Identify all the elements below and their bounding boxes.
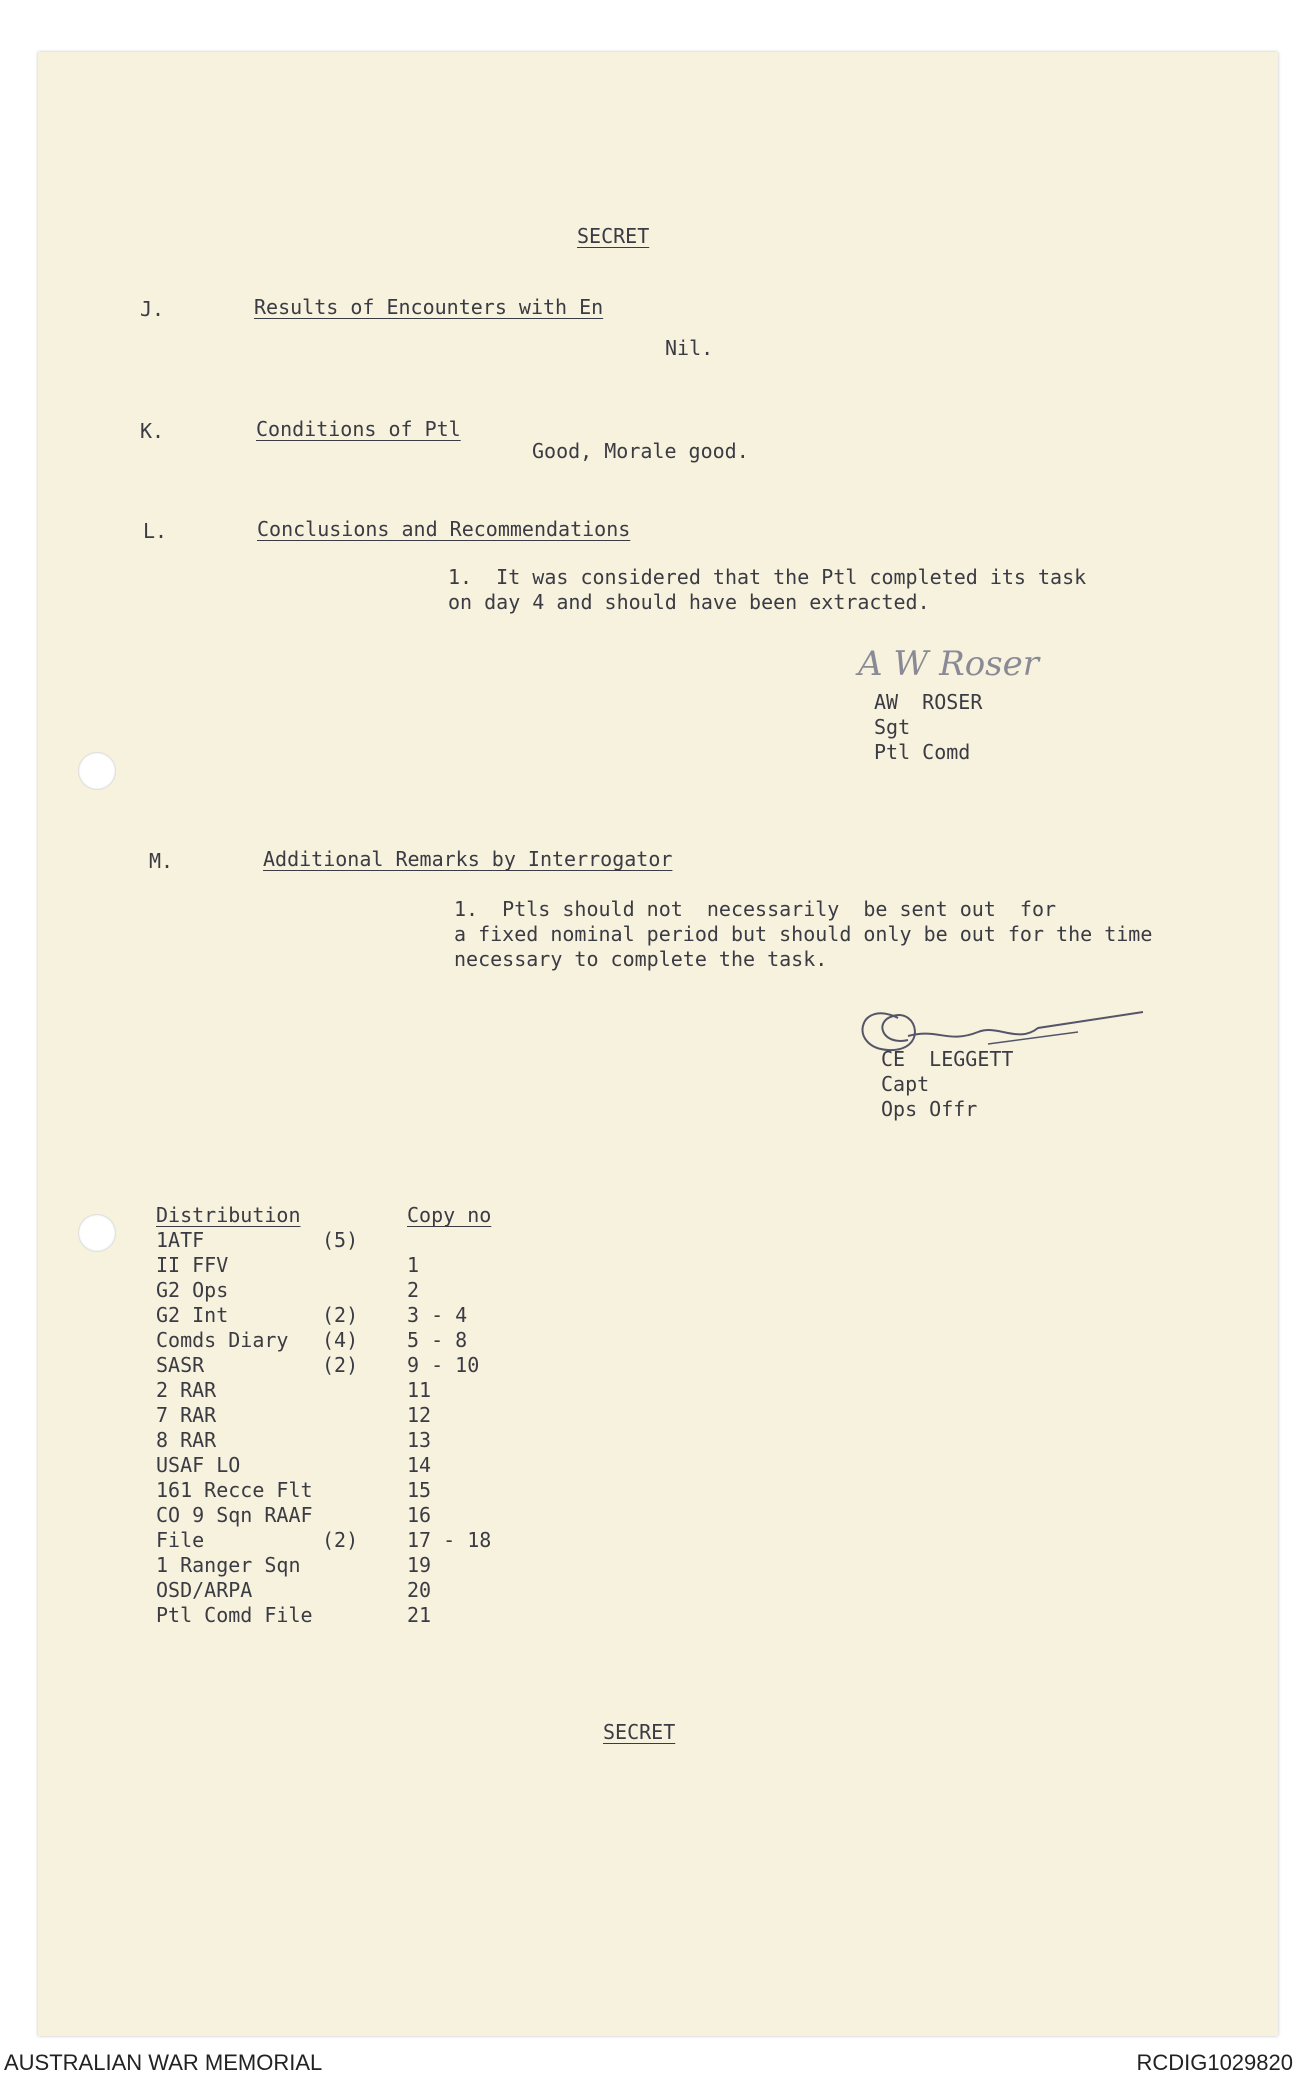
signature-2-name: CE LEGGETT [881,1047,1014,1071]
section-j-letter: J. [140,297,165,321]
punch-hole-top [78,752,116,790]
section-l-body-line2: on day 4 and should have been extracted. [448,590,930,614]
dist-name: 1ATF [156,1228,205,1252]
dist-copy: 5 - 8 [407,1328,468,1352]
archive-id: RCDIG1029820 [1136,2050,1293,2075]
classification-header: SECRET [577,224,650,248]
section-m-body-line2: a fixed nominal period but should only be out for the time [454,922,1153,946]
section-j-heading: Results of Encounters with En [254,295,604,319]
dist-copy: 1 [407,1253,420,1277]
dist-copy: 2 [407,1278,420,1302]
dist-copy: 14 [407,1453,432,1477]
dist-name: 2 RAR [156,1378,217,1402]
dist-qty: (2) [322,1353,359,1377]
dist-copy: 19 [407,1553,432,1577]
dist-name: SASR [156,1353,205,1377]
dist-copy: 3 - 4 [407,1303,468,1327]
dist-qty: (2) [322,1528,359,1552]
dist-name: II FFV [156,1253,229,1277]
dist-name: 7 RAR [156,1403,217,1427]
dist-name: USAF LO [156,1453,241,1477]
dist-name: 8 RAR [156,1428,217,1452]
section-l-body-line1: 1. It was considered that the Ptl completed its task [448,565,1087,589]
dist-name: File [156,1528,205,1552]
copy-no-header: Copy no [407,1203,492,1227]
dist-name: G2 Int [156,1303,229,1327]
dist-copy: 13 [407,1428,432,1452]
signature-1-name: AW ROSER [874,690,983,714]
section-j-body: Nil. [665,336,714,360]
dist-qty: (5) [322,1228,359,1252]
dist-name: G2 Ops [156,1278,229,1302]
section-k-letter: K. [140,419,165,443]
section-m-body-line1: 1. Ptls should not necessarily be sent out for [454,897,1057,921]
signature-1-appointment: Ptl Comd [874,740,971,764]
signature-2-handwriting [48,62,54,63]
dist-qty: (4) [322,1328,359,1352]
signature-1-handwriting: A W Roser [858,644,1040,684]
dist-copy: 9 - 10 [407,1353,480,1377]
dist-name: 161 Recce Flt [156,1478,313,1502]
dist-name: CO 9 Sqn RAAF [156,1503,313,1527]
section-k-body: Good, Morale good. [532,439,749,463]
signature-2-rank: Capt [881,1072,930,1096]
section-k-heading: Conditions of Ptl [256,417,461,441]
document-page [38,52,1278,2036]
section-l-letter: L. [143,519,168,543]
section-l-heading: Conclusions and Recommendations [257,517,631,541]
dist-copy: 15 [407,1478,432,1502]
signature-1-rank: Sgt [874,715,911,739]
dist-name: 1 Ranger Sqn [156,1553,301,1577]
dist-copy: 20 [407,1578,432,1602]
punch-hole-bottom [78,1214,116,1252]
archive-name: AUSTRALIAN WAR MEMORIAL [4,2050,323,2075]
signature-2-appointment: Ops Offr [881,1097,978,1121]
dist-qty: (2) [322,1303,359,1327]
dist-name: OSD/ARPA [156,1578,253,1602]
dist-copy: 21 [407,1603,432,1627]
dist-copy: 17 - 18 [407,1528,492,1552]
section-m-letter: M. [149,849,174,873]
dist-name: Ptl Comd File [156,1603,313,1627]
dist-copy: 16 [407,1503,432,1527]
dist-copy: 11 [407,1378,432,1402]
section-m-heading: Additional Remarks by Interrogator [263,847,673,871]
dist-copy: 12 [407,1403,432,1427]
dist-name: Comds Diary [156,1328,289,1352]
section-m-body-line3: necessary to complete the task. [454,947,828,971]
classification-footer: SECRET [603,1720,676,1744]
distribution-header: Distribution [156,1203,301,1227]
